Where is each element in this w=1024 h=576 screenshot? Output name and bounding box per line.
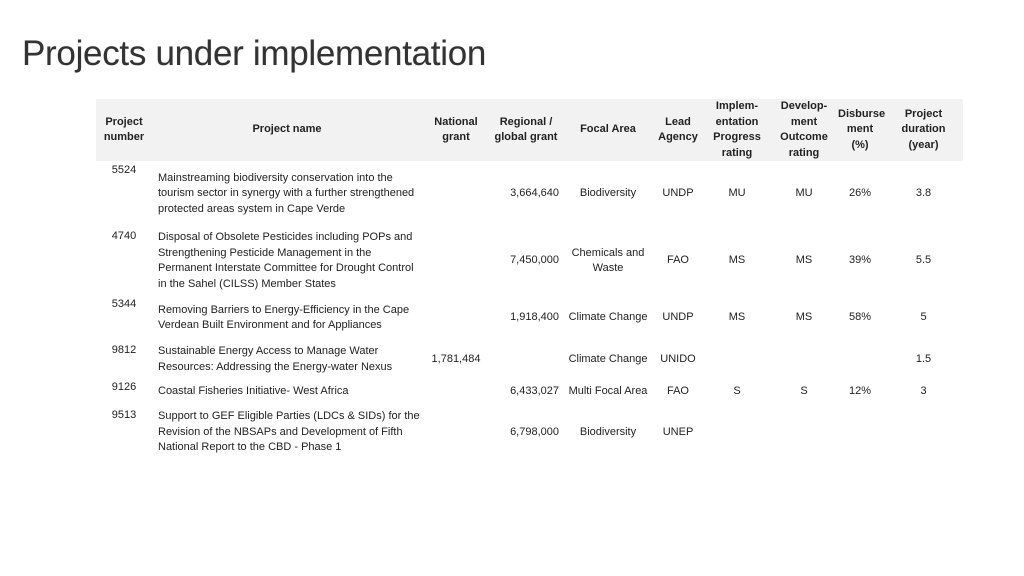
national-grant: 1,781,484 (431, 352, 481, 365)
implementation-rating: MS (728, 311, 746, 324)
project-number: 5524 (111, 164, 137, 176)
table-row (96, 161, 963, 227)
table-row (96, 227, 963, 295)
lead-agency: FAO (666, 254, 689, 267)
lead-agency: UNDP (662, 311, 694, 324)
national-grant (422, 295, 490, 341)
table-row (96, 295, 963, 341)
project-number: 9126 (111, 381, 137, 393)
focal-area: Biodiversity (579, 187, 637, 200)
lead-agency: UNDP (662, 187, 694, 200)
focal-area: Multi Focal Area (568, 385, 648, 398)
lead-agency: FAO (666, 385, 689, 398)
disbursement (836, 341, 884, 378)
disbursement: 12% (848, 385, 872, 398)
project-name: Coastal Fisheries Initiative- West Africa (158, 385, 349, 398)
header-lead-agency: Lead Agency (658, 115, 698, 143)
project-number: 9812 (111, 344, 137, 356)
implementation-rating (702, 406, 772, 459)
focal-area: Chemicals and Waste (571, 246, 645, 274)
project-name: Sustainable Energy Access to Manage Water Resources: Addressing the Energy-water Nexus (158, 345, 393, 373)
development-rating: MS (795, 311, 813, 324)
duration: 3 (920, 385, 927, 398)
disbursement: 26% (848, 187, 872, 200)
project-name: Removing Barriers to Energy-Efficiency in the Cape Verdean Built Environment and for Appliances (158, 303, 410, 331)
regional-grant: 1,918,400 (510, 311, 559, 324)
project-number: 4740 (111, 230, 137, 242)
focal-area: Climate Change (568, 352, 648, 365)
national-grant (422, 227, 490, 295)
regional-grant: 3,664,640 (510, 187, 559, 200)
project-number: 5344 (111, 298, 137, 310)
implementation-rating: S (733, 385, 741, 398)
header-duration: Project duration (year) (901, 107, 946, 151)
development-rating (772, 406, 836, 459)
page-title: Projects under implementation (22, 34, 487, 73)
development-rating: MS (795, 254, 813, 267)
duration: 1.5 (915, 352, 932, 365)
project-number: 9513 (111, 409, 137, 421)
national-grant (422, 378, 490, 406)
header-project-number: Project number (103, 115, 145, 143)
regional-grant: 7,450,000 (510, 254, 559, 267)
header-development-rating: Develop-ment Outcome rating (780, 100, 828, 159)
header-focal-area: Focal Area (580, 123, 636, 136)
regional-grant: 6,433,027 (510, 385, 559, 398)
table-row (96, 406, 963, 459)
duration (884, 406, 963, 459)
duration: 3.8 (915, 187, 932, 200)
focal-area: Biodiversity (579, 425, 637, 438)
disbursement: 58% (848, 311, 872, 324)
duration: 5.5 (915, 254, 932, 267)
header-project-name: Project name (252, 123, 322, 136)
focal-area: Climate Change (568, 311, 648, 324)
header-row (96, 99, 963, 161)
table-row (96, 378, 963, 406)
regional-grant (490, 341, 562, 378)
header-regional-grant: Regional / global grant (494, 115, 558, 143)
project-name: Support to GEF Eligible Parties (LDCs & SIDs) for the Revision of the NBSAPs and Development of Fifth National Report to the CBD - Phase 1 (158, 410, 420, 453)
project-name: Mainstreaming biodiversity conservation into the tourism sector in synergy with a further strengthened protected areas system in Cape Verde (158, 171, 415, 215)
header-disbursement: Disburse ment (%) (838, 107, 886, 151)
implementation-rating: MS (728, 254, 746, 267)
development-rating: MU (795, 187, 813, 200)
development-rating (772, 341, 836, 378)
national-grant (422, 161, 490, 227)
regional-grant: 6,798,000 (510, 425, 559, 438)
project-name: Disposal of Obsolete Pesticides including POPs and Strengthening Pesticide Management in the Permanent Interstate Committee for Drought Control in the Sahel (CILSS) Member States (158, 231, 414, 290)
disbursement: 39% (848, 254, 872, 267)
header-national-grant: National grant (434, 115, 478, 143)
development-rating: S (800, 385, 808, 398)
implementation-rating (702, 341, 772, 378)
lead-agency: UNEP (662, 425, 694, 438)
duration: 5 (920, 311, 927, 324)
projects-table (96, 99, 963, 459)
implementation-rating: MU (728, 187, 746, 200)
disbursement (836, 406, 884, 459)
national-grant (422, 406, 490, 459)
lead-agency: UNIDO (660, 352, 696, 365)
header-implementation-rating: Implem-entation Progress rating (713, 100, 761, 159)
table-row (96, 341, 963, 378)
